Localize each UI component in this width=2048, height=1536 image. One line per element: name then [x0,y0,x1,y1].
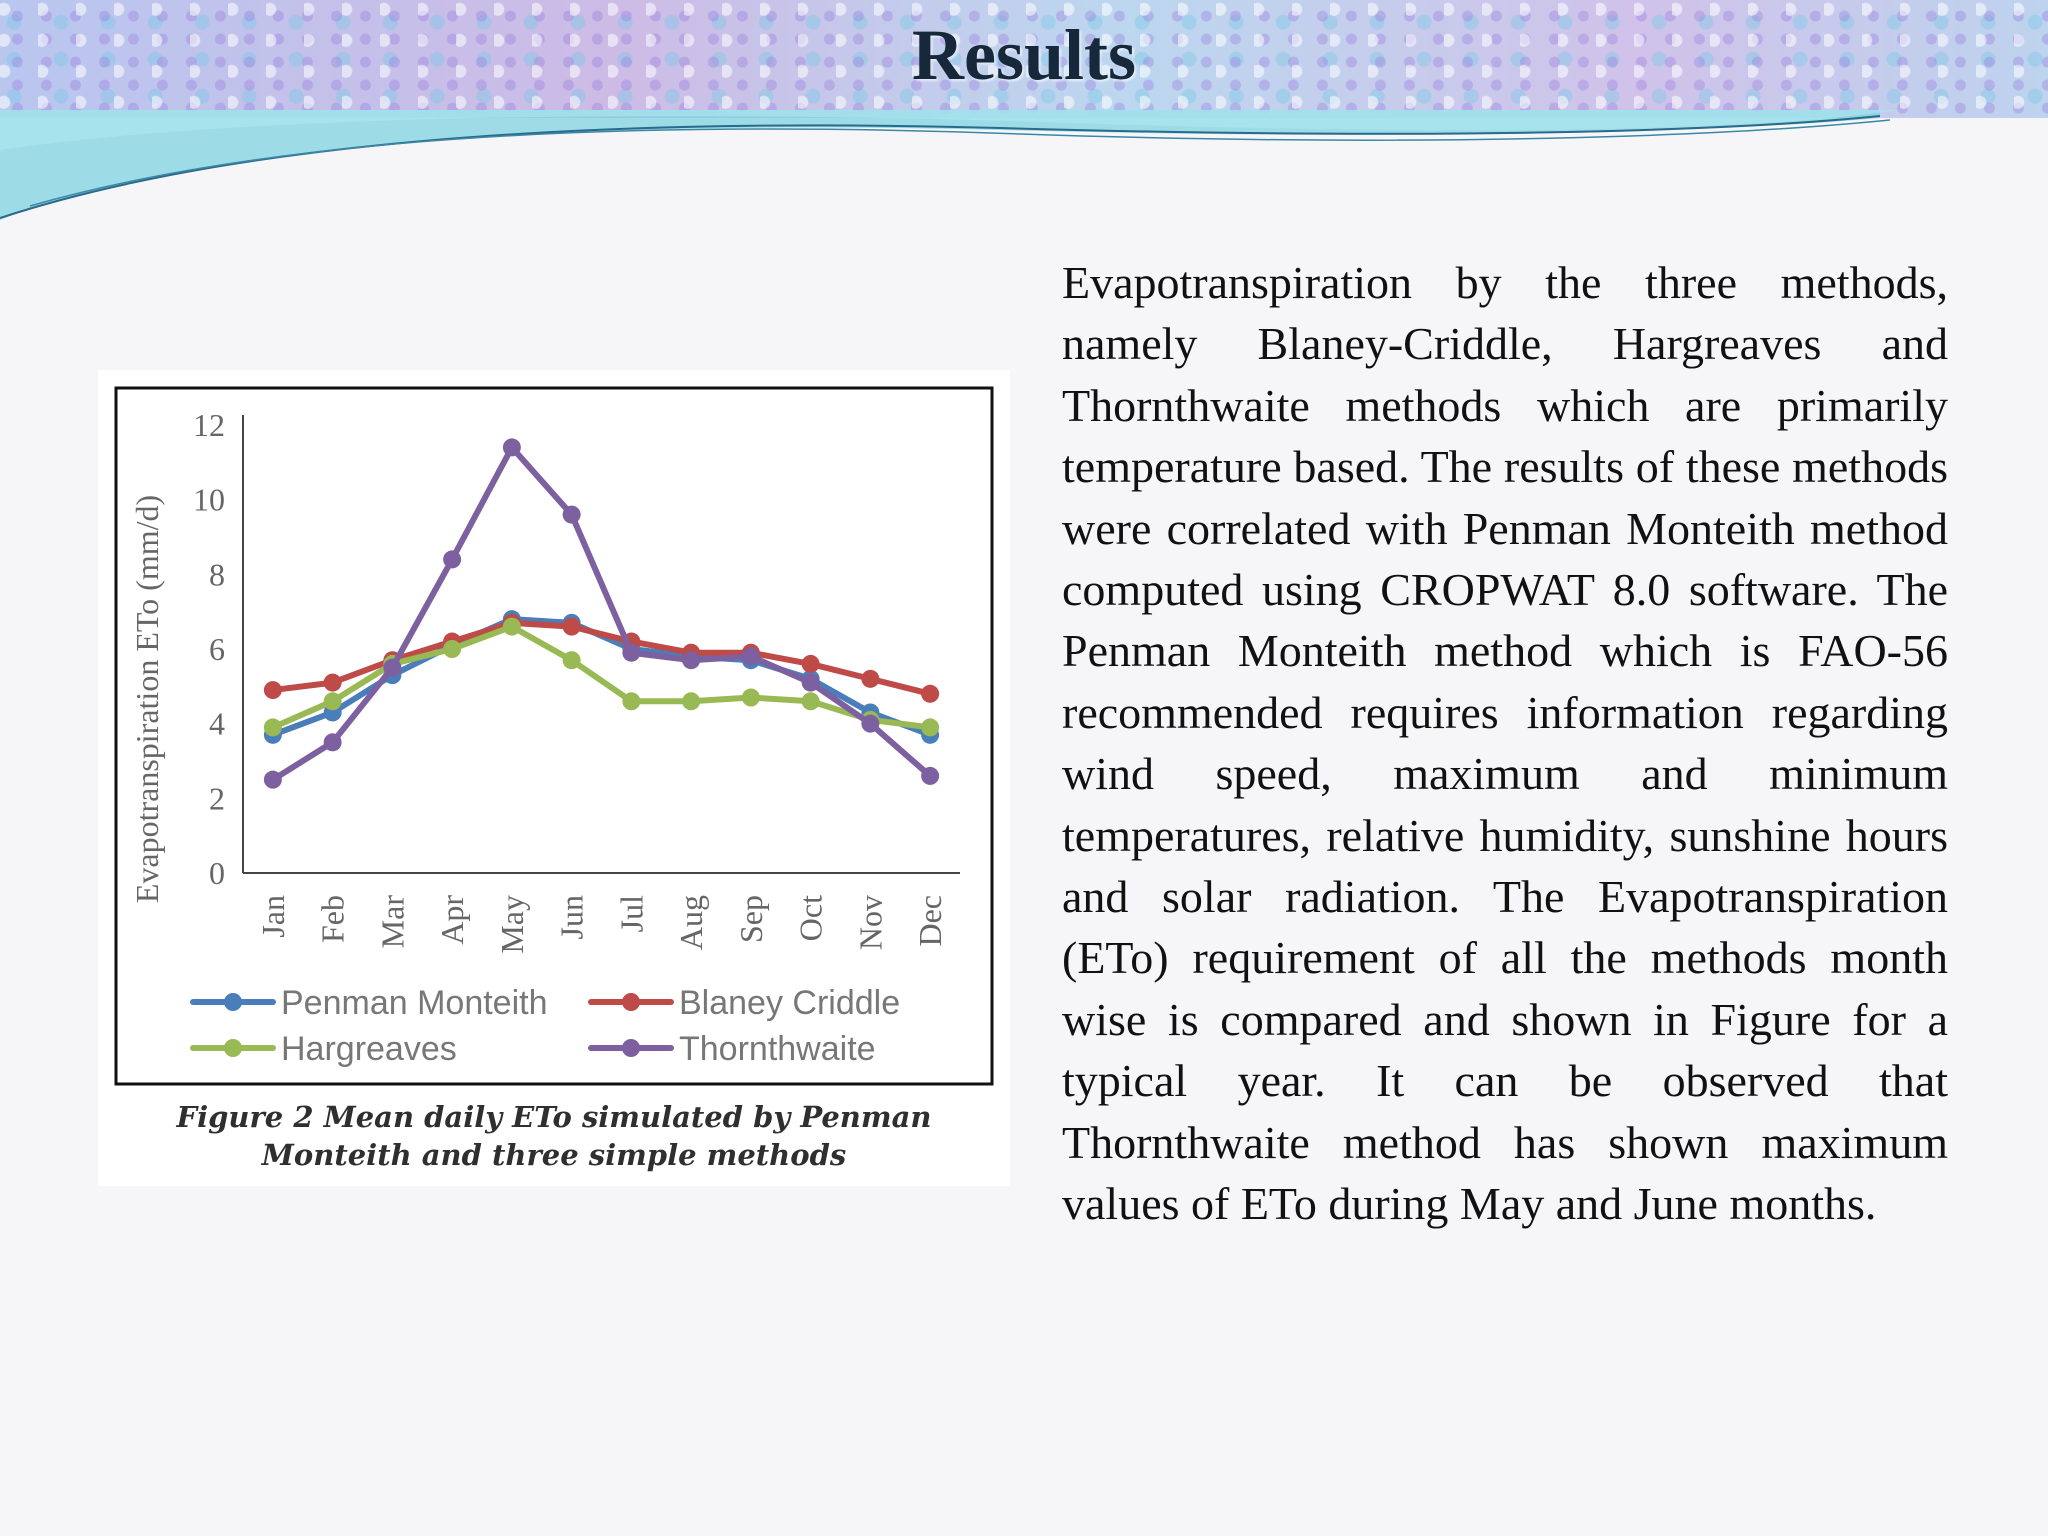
data-point [324,733,342,751]
legend-swatch-marker [224,993,242,1011]
figure-caption-line-1: Figure 2 Mean daily ETo simulated by Penman [176,1100,932,1134]
data-point [921,718,939,736]
y-tick-label: 0 [209,855,225,891]
data-point [563,651,581,669]
y-tick-label: 10 [193,481,225,518]
data-point [921,685,939,703]
data-point [742,689,760,707]
page-title: Results [911,15,1136,95]
y-axis-label: Evapotranspiration ETo (mm/d) [129,494,165,904]
body-paragraph: Evapotranspiration by the three methods, namely Blaney-Criddle, Hargreaves and Thornthwaite methods which are primarily temperature based. The results of these methods were correlated with Penman Monteith method computed using CROPWAT 8.0 software. The Penman Monteith method which is FAO-56 recommended requires information regarding wind speed, maximum and minimum temperatures, relative humidity, sunshine hours and solar radiation. The Evapotranspiration (ETo) requirement of all the methods month wise is compared and shown in Figure for a typical year. It can be observed that Thornthwaite method has shown maximum values of ETo during May and June months. [1062,257,1948,1230]
legend-swatch-marker [622,993,640,1011]
legend-swatch-marker [622,1039,640,1057]
legend-label: Penman Monteith [281,984,548,1022]
data-point [682,692,700,710]
y-tick-label: 4 [209,705,225,742]
figure-caption-line-2: Monteith and three simple methods [261,1138,847,1172]
et-line-chart [98,370,1010,1098]
data-point [264,681,282,699]
figure-panel [98,370,1010,1186]
data-point [563,506,581,524]
data-point [802,692,820,710]
data-point [861,670,879,688]
data-point [443,550,461,568]
header-swoosh [0,110,2048,230]
data-point [622,692,640,710]
data-point [802,655,820,673]
x-tick-label: Jul [613,895,650,933]
x-tick-label: Sep [732,895,769,943]
legend-label: Thornthwaite [679,1030,876,1068]
y-tick-label: 12 [193,407,225,443]
data-point [802,674,820,692]
legend-label: Hargreaves [281,1030,457,1068]
header-banner [0,0,2048,118]
data-point [264,718,282,736]
data-point [742,647,760,665]
data-point [682,651,700,669]
data-point [503,438,521,456]
legend-swatch-marker [224,1039,242,1057]
x-tick-label: Feb [314,895,351,943]
data-point [324,692,342,710]
x-tick-label: May [493,895,530,954]
x-tick-label: Dec [912,895,949,947]
data-point [443,640,461,658]
data-point [264,771,282,789]
x-tick-label: Apr [434,895,471,945]
data-point [563,618,581,636]
x-tick-label: Nov [852,895,889,951]
legend-label: Blaney Criddle [679,984,901,1022]
x-tick-label: Aug [673,895,710,951]
data-point [921,767,939,785]
x-tick-label: Mar [374,895,411,949]
y-tick-label: 2 [209,780,225,817]
y-tick-label: 6 [209,631,225,667]
data-point [503,618,521,636]
data-point [383,659,401,677]
data-point [324,674,342,692]
x-tick-label: Jun [553,895,590,940]
x-tick-label: Jan [254,895,291,938]
x-tick-label: Oct [792,895,829,942]
data-point [861,715,879,733]
data-point [622,644,640,662]
figure-caption [98,1098,1010,1174]
y-tick-label: 8 [209,556,225,593]
